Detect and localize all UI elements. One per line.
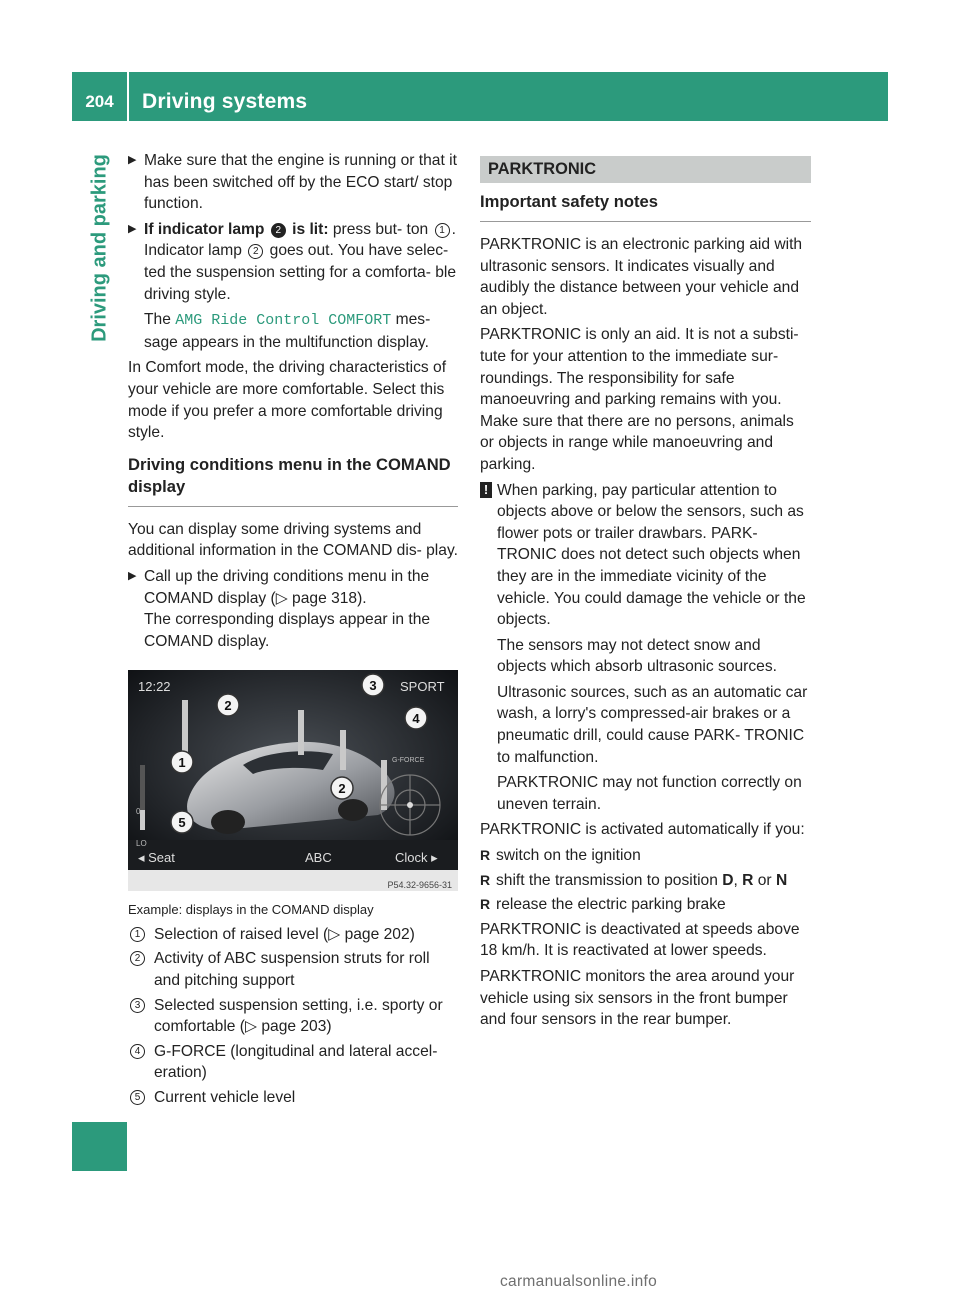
- callout-1-icon: 1: [130, 927, 145, 942]
- step-bold-text: is lit:: [292, 220, 329, 238]
- svg-text:2: 2: [338, 781, 346, 797]
- gear-position-n: N: [775, 871, 788, 889]
- page-link[interactable]: page 202): [344, 925, 415, 943]
- legend-item: [128, 1087, 458, 1109]
- callout-1-icon: 1: [435, 223, 450, 238]
- legend-text: Activity of ABC suspension struts for roll and pitching support: [154, 950, 430, 990]
- condition-text: switch on the ignition: [496, 847, 641, 865]
- condition-text: ,: [733, 871, 743, 889]
- page-ref-arrow-icon: ▷: [328, 925, 341, 943]
- display-mode-label: SPORT: [400, 679, 445, 695]
- callout-2-icon: 2: [248, 244, 263, 259]
- svg-text:5: 5: [178, 815, 186, 831]
- legend-text: Selected suspension setting, i.e. sporty or comfortable (: [154, 996, 443, 1036]
- comand-display-figure: [128, 670, 458, 891]
- sensors-paragraph: PARKTRONIC monitors the area around your vehicle using six sensors in the front bumper and four sensors in the rear bumper.: [480, 968, 795, 1029]
- parktronic-aid-paragraph: PARKTRONIC is only an aid. It is not a substi- tute for your attention to the immediate sur- roundings. The responsibility for safe manoeuvring and parking remains with you. Make sure that there are no persons, animals or objects in range while manoeuvring and parking.: [480, 326, 799, 473]
- section-title: Driving systems: [142, 90, 308, 113]
- side-tab-label: Driving and parking: [88, 154, 111, 342]
- vehicle-wheel: [211, 810, 245, 834]
- step-call-up-menu: [128, 566, 458, 652]
- gear-position-r: R: [742, 871, 754, 889]
- vehicle-level-fill: [140, 810, 145, 830]
- page-link[interactable]: page 318).: [292, 589, 367, 607]
- watermark: carmanualsonline.info: [500, 1273, 658, 1290]
- left-column: [128, 150, 458, 1109]
- callout-3-icon: 3: [130, 998, 145, 1013]
- display-level-lo: LO: [136, 839, 147, 849]
- legend-text: Current vehicle level: [154, 1089, 296, 1107]
- display-abc-menu: ABC: [305, 850, 332, 866]
- parktronic-heading: PARKTRONIC: [480, 156, 811, 183]
- step-arrow-icon: ▶: [128, 569, 137, 582]
- svg-text:2: 2: [224, 698, 232, 714]
- display-seat-menu: ◂ Seat: [138, 850, 175, 866]
- step-text: press but- ton: [332, 220, 429, 238]
- step-text: Make sure that the engine is running or that it has been switched off by the ECO start/ stop function.: [144, 152, 457, 213]
- activation-condition: [480, 870, 811, 892]
- header-divider: [127, 72, 129, 121]
- bullet-icon: R: [480, 847, 491, 864]
- activation-conditions-list: [480, 845, 811, 916]
- g-force-dot: [407, 802, 413, 808]
- display-clock: 12:22: [138, 679, 171, 695]
- step-text: The: [144, 311, 171, 329]
- page-number: 204: [85, 92, 114, 111]
- comfort-mode-paragraph: In Comfort mode, the driving characteristics of your vehicle are more comfortable. Select this mode if you prefer a more comfortable driving style.: [128, 359, 447, 442]
- condition-text: release the electric parking brake: [496, 896, 726, 914]
- legend-item: [128, 1041, 458, 1084]
- gear-position-d: D: [722, 871, 734, 889]
- step-arrow-icon: ▶: [128, 154, 137, 166]
- warning-text: When parking, pay particular attention to objects above or below the sensors, such as flower pots or trailer drawbars. PARK- TRONIC does not detect such objects when they are in the immediate vicinity of the vehicle. You could damage the vehicle or the objects.: [497, 481, 806, 629]
- callout-5-icon: 5: [130, 1090, 145, 1105]
- svg-text:1: 1: [178, 755, 186, 771]
- activation-condition: [480, 845, 811, 867]
- display-level-zero: 0: [136, 807, 141, 817]
- step-engine-running: [128, 150, 458, 215]
- condition-text: shift the transmission to position: [496, 871, 723, 889]
- right-column: [480, 150, 811, 1035]
- step-text: goes out. You have selec- ted the suspension setting for a comforta- ble driving style.: [144, 242, 457, 303]
- step-text: Call up the driving conditions menu in the COMAND display (: [144, 567, 430, 607]
- deactivation-paragraph: PARKTRONIC is deactivated at speeds above 18 km/h. It is reactivated at lower speeds.: [480, 920, 800, 960]
- display-gforce-label: G-FORCE: [392, 757, 425, 765]
- step-text: The corresponding displays appear in the COMAND display.: [144, 611, 431, 650]
- warning-text: PARKTRONIC may not function correctly on uneven terrain.: [497, 774, 802, 813]
- step-indicator-lamp: ▶ If indicator lamp 2 is lit: press but- ton 1 . Indicator lamp 2 goes out. You have selec- ted the suspension setting for a comforta- ble driving style. The AMG Ride Control COMFORT mes- sage appears in the multifunction display.: [128, 220, 457, 351]
- warning-note: [480, 480, 811, 816]
- page-ref-arrow-icon: ▷: [245, 1018, 257, 1036]
- step-text: mes- sage appears in the multifunction display.: [144, 311, 431, 351]
- legend-text: G-FORCE (longitudinal and lateral accel- eration): [154, 1042, 438, 1082]
- side-tab-block: [72, 1122, 127, 1171]
- callout-2-icon: 2: [130, 951, 145, 966]
- warning-text: The sensors may not detect snow and objects which absorb ultrasonic sources.: [497, 636, 777, 676]
- display-clock-menu: Clock ▸: [395, 850, 438, 866]
- svg-text:4: 4: [412, 711, 420, 727]
- bullet-icon: R: [480, 871, 491, 888]
- parktronic-intro: PARKTRONIC is an electronic parking aid with ultrasonic sensors. It indicates visually and audibly the distance between your vehicle and an object.: [480, 236, 803, 318]
- driving-conditions-heading: Driving conditions menu in the COMAND display: [128, 454, 458, 507]
- vehicle-wheel: [338, 799, 368, 821]
- activation-intro: PARKTRONIC is activated automatically if you:: [480, 821, 805, 839]
- page-ref-arrow-icon: ▷: [275, 589, 288, 607]
- figure-reference: P54.32-9656-31: [387, 880, 452, 891]
- condition-text: or: [753, 871, 776, 889]
- legend-text: Selection of raised level (: [154, 925, 329, 943]
- activation-condition: [480, 894, 811, 916]
- figure-caption: Example: displays in the COMAND display: [128, 902, 374, 918]
- svg-text:3: 3: [369, 678, 377, 694]
- warning-text: Ultrasonic sources, such as an automatic car wash, a lorry's compressed-air brakes or a pneumatic drill, could cause PARK- TRONIC to malfunction.: [497, 683, 808, 766]
- step-text: Indicator lamp: [144, 242, 242, 260]
- page-link[interactable]: page 203): [261, 1018, 332, 1036]
- step-bold-text: If indicator lamp: [144, 220, 265, 238]
- step-arrow-icon: ▶: [128, 222, 137, 235]
- legend-item: [128, 995, 458, 1038]
- safety-notes-heading: Important safety notes: [480, 191, 811, 222]
- legend-item: [128, 948, 458, 991]
- display-message: AMG Ride Control COMFORT: [175, 312, 392, 330]
- driving-conditions-intro: You can display some driving systems and additional information in the COMAND dis- play.: [128, 520, 458, 560]
- callout-2-icon: 2: [271, 223, 286, 238]
- warning-icon: !: [480, 482, 492, 498]
- legend-item: [128, 924, 458, 946]
- figure-legend: [128, 924, 458, 1109]
- callout-4-icon: 4: [130, 1044, 145, 1059]
- bullet-icon: R: [480, 896, 491, 913]
